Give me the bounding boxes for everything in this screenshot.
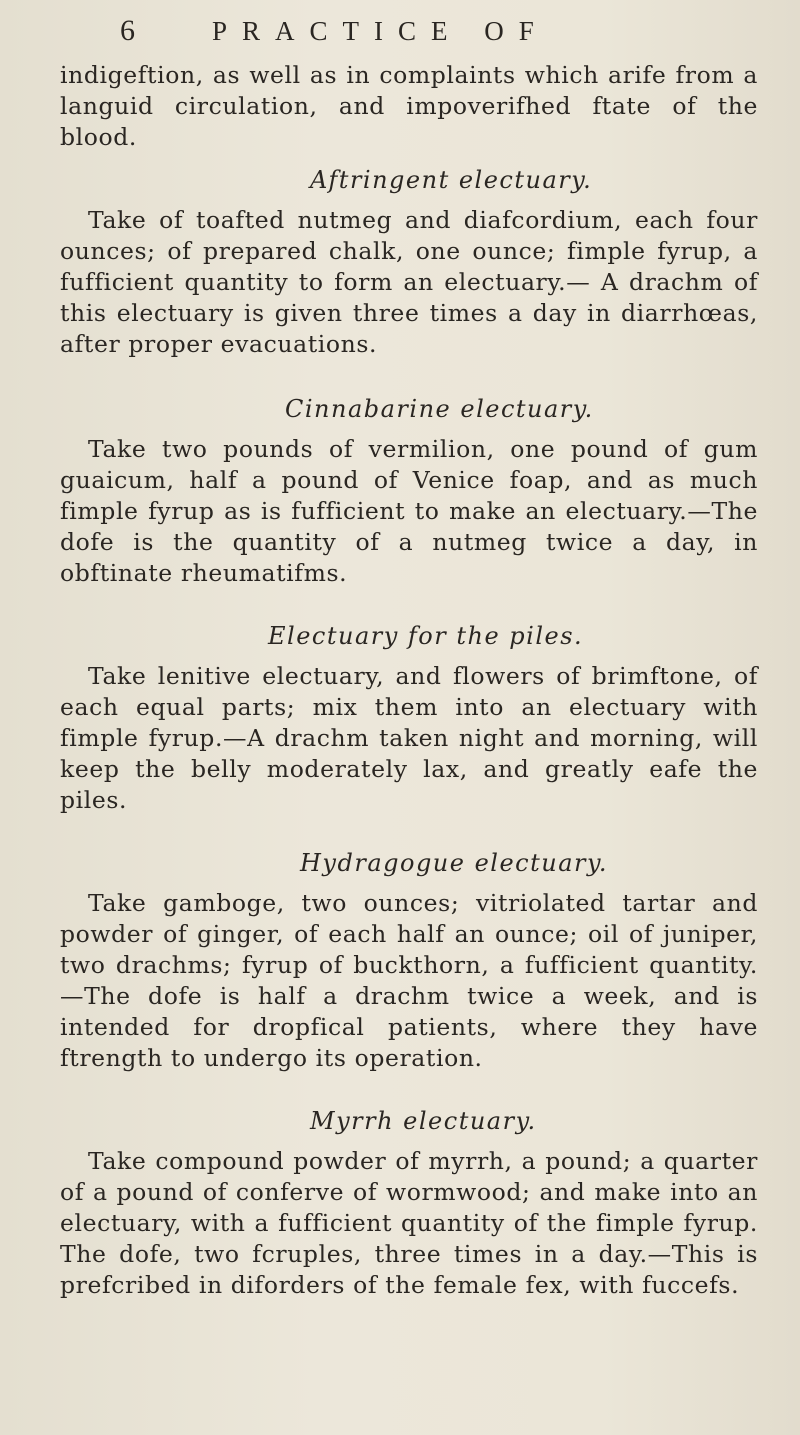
running-head: PRACTICE OF bbox=[212, 16, 549, 46]
section-body-astringent: Take of toafted nutmeg and diafcordium, each four ounces; of prepared chalk, one ounce; fimple fyrup, a fufficient quantity to form an electuary.— A drachm of this electuary is given three times a day in diarrhœas, after proper evacuations. bbox=[60, 206, 758, 358]
page-number: 6 bbox=[120, 14, 135, 47]
section-heading-cinnabarine: Cinnabarine electuary. bbox=[285, 395, 594, 423]
intro-paragraph: indigeftion, as well as in complaints which arife from a languid circulation, and impoverifhed ftate of the blood. bbox=[60, 61, 758, 151]
section-heading-piles: Electuary for the piles. bbox=[268, 622, 584, 650]
section-body-myrrh: Take compound powder of myrrh, a pound; a quarter of a pound of conferve of wormwood; and make into an electuary, with a fufficient quantity of the fimple fyrup. The dofe, two fcruples, three times in a day.—This is prefcribed in diforders of the female fex, with fuccefs. bbox=[60, 1147, 758, 1299]
page-body bbox=[52, 60, 758, 1301]
page-header bbox=[52, 0, 758, 60]
section-heading-hydragogue: Hydragogue electuary. bbox=[300, 849, 609, 877]
section-heading-astringent: Aftringent electuary. bbox=[310, 166, 593, 194]
section-body-piles: Take lenitive electuary, and flowers of brimftone, of each equal parts; mix them into an electuary with fimple fyrup.—A drachm taken night and morning, will keep the belly moderately lax, and greatly eafe the piles. bbox=[60, 662, 758, 814]
section-body-hydragogue: Take gamboge, two ounces; vitriolated tartar and powder of ginger, of each half an ounce; oil of juniper, two drachms; fyrup of buckthorn, a fufficient quantity.—The dofe is half a drachm twice a week, and is intended for dropfical patients, where they have ftrength to undergo its operation. bbox=[60, 889, 758, 1072]
section-heading-myrrh: Myrrh electuary. bbox=[310, 1107, 537, 1135]
section-body-cinnabarine: Take two pounds of vermilion, one pound of gum guaicum, half a pound of Venice foap, and as much fimple fyrup as is fufficient to make an electuary.—The dofe is the quantity of a nutmeg twice a day, in obftinate rheumatifms. bbox=[60, 435, 758, 587]
